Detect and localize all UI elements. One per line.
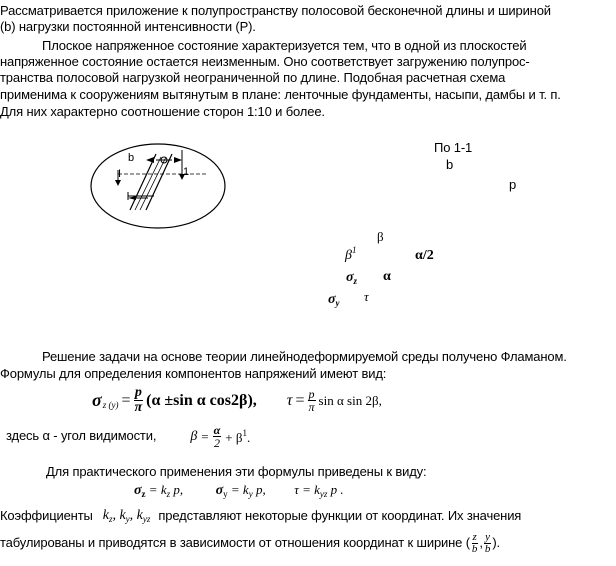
para2-line1: Плоское напряженное состояние характеризуется тем, что в одной из плоскостей bbox=[42, 38, 527, 53]
para5: Коэффициенты $k_z$, $k_y$, $k_{yz}$ представляют некоторые функции от координат. Их значения bbox=[0, 508, 522, 525]
plan-ellipse bbox=[91, 144, 225, 228]
section-p-label: p bbox=[509, 177, 517, 192]
alpha-fraction: $\frac{\alpha}{2}$ bbox=[213, 423, 221, 450]
section-alpha-half: α/2 bbox=[415, 248, 434, 263]
para4-line1: Для практического применения эти формулы приведены к виду: bbox=[46, 464, 427, 479]
formula-fraction-2: $\frac{p}{\pi}$ bbox=[308, 387, 315, 414]
formula-flamant: σ z (y) = $\frac{p}{\pi}$ (α ±sin α cos2β), τ = $\frac{p}{\pi}$ sin α sin 2β, bbox=[92, 385, 382, 415]
para3-line2: Формулы для определения компонентов напряжений имеют вид: bbox=[0, 366, 387, 381]
strip-edge-right bbox=[146, 154, 172, 210]
para6: табулированы и приводятся в зависимости от отношения координат к ширине ( $\frac{z}{b}$ , $\frac{y}{b}$ ). bbox=[0, 531, 501, 555]
para2-line2: напряженное состояние остается неизменным. Оно соответствует загружению полупрос- bbox=[0, 54, 530, 69]
section-title: По 1-1 bbox=[434, 140, 473, 155]
section-alpha: α bbox=[383, 269, 391, 284]
para1-line1: Рассматривается приложение к полупространству полосовой бесконечной длины и шириной bbox=[0, 3, 551, 18]
plan-diagram bbox=[88, 140, 228, 232]
plan-section-left-label: I bbox=[118, 168, 122, 180]
para2-line4: применима к сооружениям вытянутым в плане: ленточные фундаменты, насыпи, дамбы и т. п. bbox=[0, 87, 561, 102]
section-tau: τ bbox=[364, 289, 369, 304]
para1-line2: (b) нагрузки постоянной интенсивности (Р). bbox=[0, 19, 256, 34]
section-sigma-y: $\sigma_y$ bbox=[328, 292, 340, 308]
ratio-z-b: $\frac{z}{b}$ bbox=[471, 531, 478, 555]
section-b-label: b bbox=[446, 157, 454, 172]
plan-section-right-label: 1 bbox=[183, 166, 190, 178]
section-beta1: $\beta^1$ bbox=[345, 245, 357, 263]
para2-line5: Для них характерно соотношение сторон 1:10 и более. bbox=[0, 104, 325, 119]
formula-coefficients: $\sigma_z = k_z$ p, $\sigma_y = k_y$ p, $\tau = k_{yz}$ p . bbox=[134, 482, 344, 499]
section-beta: β bbox=[377, 229, 384, 244]
plan-b-label: b bbox=[128, 152, 135, 164]
para3-line1: Решение задачи на основе теории линейнодеформируемой среды получено Фламаном. bbox=[42, 349, 567, 364]
section-sigma-z: $\sigma_z$ bbox=[346, 270, 358, 286]
formula-fraction: $\frac{p}{\pi}$ bbox=[134, 385, 143, 415]
alpha-definition: здесь α - угол видимости, β = $\frac{\alpha}{2}$ + $\beta^1$. bbox=[6, 423, 251, 450]
para2-line3: транства полосовой нагрузкой неограниченной по длине. Подобная расчетная схема bbox=[0, 70, 506, 85]
ratio-y-b: $\frac{y}{b}$ bbox=[484, 531, 491, 555]
